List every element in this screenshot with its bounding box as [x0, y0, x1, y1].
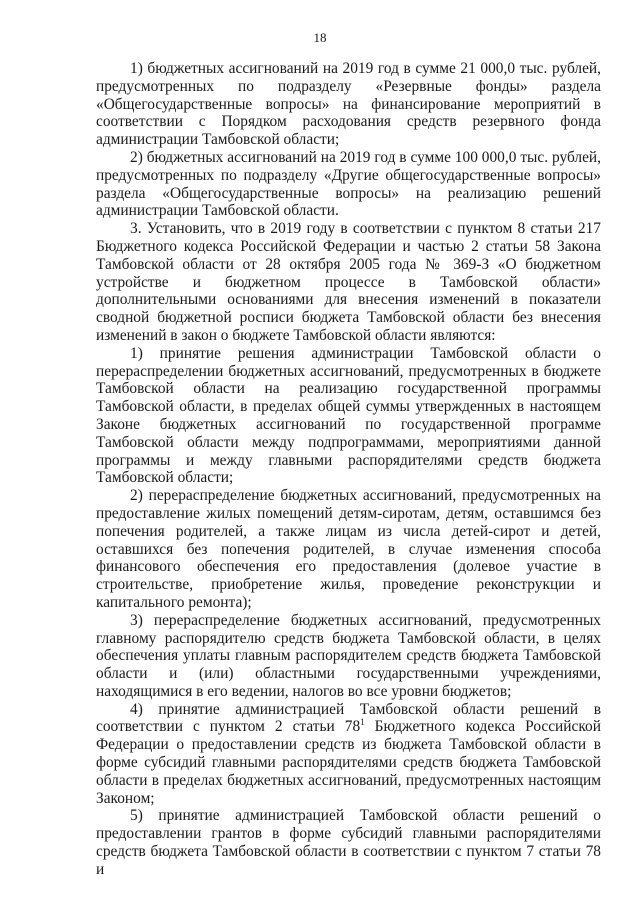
paragraph-subpoint-2: 2) перераспределение бюджетных ассигнований, предусмотренных на предоставление жилых помещений детям-сиротам, детям, оставшимся без попечения родителей, а также лицам из числа детей-сирот и детей, оставшихся без попечения родителей, в случае изменения способа финансового обеспечения его предоставления (долевое участие в строительстве, приобретение жилья, проведение реконструкции и капитального ремонта);: [96, 487, 601, 611]
paragraph-subpoint-4: [96, 701, 601, 808]
subpoint-4-text-start: 4) принятие администрацией Тамбовской области решений в соответствии с пунктом 2 статьи 78: [96, 700, 601, 736]
page-number: 18: [313, 30, 327, 45]
paragraph-subpoint-1: 1) принятие решения администрации Тамбовской области о перераспределении бюджетных ассигнований, предусмотренных в бюджете Тамбовской области на реализацию государственной программы Тамбовской области, в пределах общей суммы утвержденных в настоящем Законе бюджетных ассигнований по государственной программе Тамбовской области между подпрограммами, мероприятиями данной программы и между главными распорядителями средств бюджета Тамбовской области;: [96, 344, 601, 487]
paragraph-point-3: 3. Установить, что в 2019 году в соответствии с пунктом 8 статьи 217 Бюджетного кодекса Российской Федерации и частью 2 статьи 58 Закона Тамбовской области от 28 октября 2005 года № 369-З «О бюджетном устройстве и бюджетном процессе в Тамбовской области» дополнительными основаниями для внесения изменений в показатели сводной бюджетной росписи бюджета Тамбовской области без внесения изменений в закон о бюджете Тамбовской области являются:: [96, 220, 601, 344]
document-body: [96, 60, 601, 879]
paragraph-reserve-fund: 1) бюджетных ассигнований на 2019 год в сумме 21 000,0 тыс. рублей, предусмотренных по подразделу «Резервные фонды» раздела «Общегосударственные вопросы» на финансирование мероприятий в соответствии с Порядком расходования средств резервного фонда администрации Тамбовской области;: [96, 60, 601, 149]
superscript: 1: [360, 717, 365, 728]
paragraph-other-state-issues: 2) бюджетных ассигнований на 2019 год в сумме 100 000,0 тыс. рублей, предусмотренных по подразделу «Другие общегосударственные вопросы» раздела «Общегосударственные вопросы» на реализацию решений администрации Тамбовской области.: [96, 148, 601, 220]
paragraph-subpoint-5: 5) принятие администрацией Тамбовской области решений о предоставлении грантов в форме субсидий главными распорядителями средств бюджета Тамбовской области в соответствии с пунктом 7 статьи 78 и: [96, 807, 601, 878]
subpoint-4-text-end: Бюджетного кодекса Российской Федерации о предоставлении средств из бюджета Тамбовской области в форме субсидий главными распорядителями средств бюджета Тамбовской области в пределах бюджетных ассигнований, предусмотренных настоящим Законом;: [96, 718, 601, 807]
paragraph-subpoint-3: 3) перераспределение бюджетных ассигнований, предусмотренных главному распорядителю средств бюджета Тамбовской области, в целях обеспечения уплаты главным распорядителем средств бюджета Тамбовской области и (или) областными государственными учреждениями, находящимися в его ведении, налогов во все уровни бюджетов;: [96, 611, 601, 700]
